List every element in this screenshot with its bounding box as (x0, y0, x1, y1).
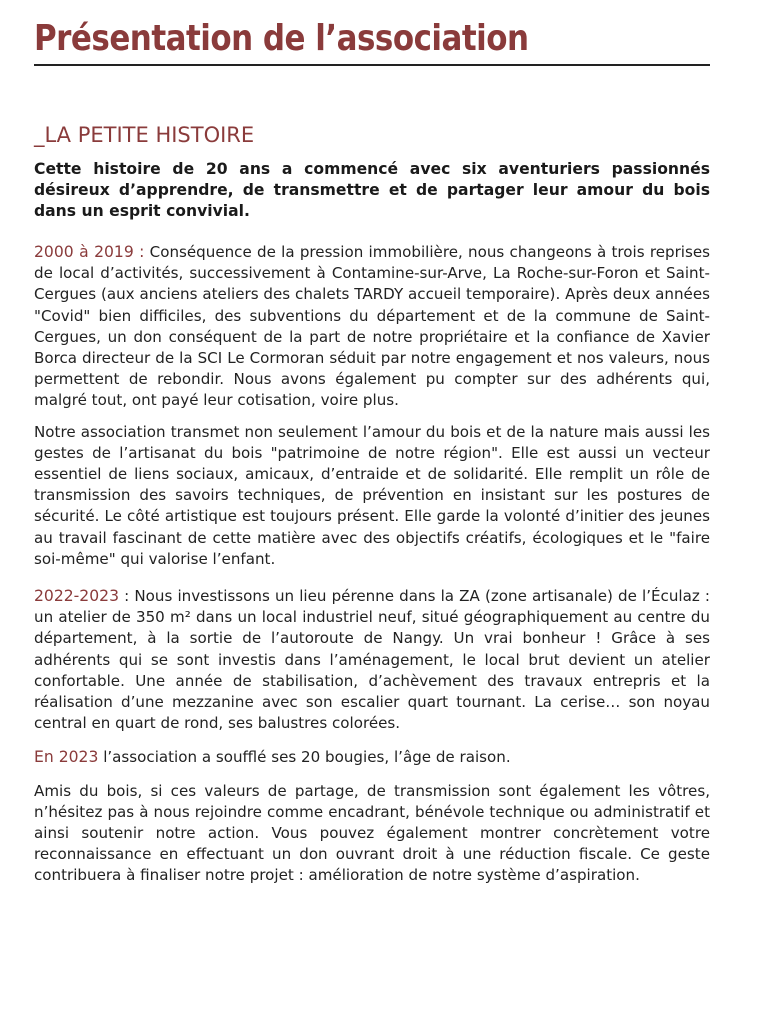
paragraph-2000-2019 (34, 242, 710, 412)
title-divider (34, 64, 710, 66)
section-heading: _LA PETITE HISTOIRE (34, 123, 255, 147)
page-title: Présentation de l’association (34, 18, 529, 59)
paragraph-date: 2000 à 2019 : (34, 243, 145, 261)
paragraph-date: En 2023 (34, 748, 99, 767)
intro-paragraph: Cette histoire de 20 ans a commencé avec six aventuriers passionnés désireux d’apprendre, de transmettre et de partager leur amour du bois dans un esprit convivial. (34, 160, 710, 220)
paragraph-text: Amis du bois, si ces valeurs de partage, de transmission sont également les vôtres, n’hésitez pas à nous rejoindre comme encadrant, bénévole technique ou administratif et ainsi soutenir notre action. Vous pouvez également montrer concrètement votre reconnaissance en effectuant un don ouvrant droit à une réduction fiscale. Ce geste contribuera à finaliser notre projet : amélioration de notre système d’aspiration. (34, 781, 710, 885)
paragraph-text: l’association a soufflé ses 20 bougies, l’âge de raison. (98, 748, 511, 767)
paragraph-call-to-action (34, 781, 710, 887)
paragraph-2023 (34, 747, 710, 768)
paragraph-text: Notre association transmet non seulement l’amour du bois et de la nature mais aussi les gestes de l’artisanat du bois "patrimoine de notre région". Elle est aussi un vecteur essentiel de liens sociaux, amicaux, d’entraide et de solidarité. Elle remplit un rôle de transmission des savoirs techniques, de prévention en insistant sur les postures de sécurité. Le côté artistique est toujours présent. Elle garde la volonté d’initier des jeunes au travail fascinant de cette matière avec des objectifs créatifs, écologiques et le "faire soi-même" qui valorise l’enfant. (34, 422, 710, 568)
paragraph-mission (34, 422, 710, 570)
paragraph-text: : Nous investissons un lieu pérenne dans la ZA (zone artisanale) de l’Éculaz : un atelier de 350 m² dans un local industriel neuf, situé géographiquement au centre du département, à la sortie de l’autoroute de Nangy. Un vrai bonheur ! Grâce à ses adhérents qui se sont investis dans l’aménagement, le local brut devient un atelier confortable. Une année de stabilisation, d’achèvement des travaux entrepris et la réalisation d’une mezzanine avec son escalier quart tournant. La cerise… son noyau central en quart de rond, ses balustres colorées. (34, 587, 710, 733)
paragraph-text: Conséquence de la pression immobilière, nous changeons à trois reprises de local d’activités, successivement à Contamine-sur-Arve, La Roche-sur-Foron et Saint-Cergues (aux anciens ateliers des chalets TARDY accueil temporaire). Après deux années "Covid" bien difficiles, des subventions du département et de la commune de Saint-Cergues, un don conséquent de la part de notre propriétaire et la confiance de Xavier Borca directeur de la SCI Le Cormoran séduit par notre engagement et nos valeurs, nous permettent de rebondir. Nous avons également pu compter sur des adhérents qui, malgré tout, ont payé leur cotisation, voire plus. (34, 243, 710, 410)
paragraph-2022-2023 (34, 586, 710, 734)
paragraph-date: 2022-2023 (34, 587, 119, 606)
page-content (34, 0, 710, 887)
